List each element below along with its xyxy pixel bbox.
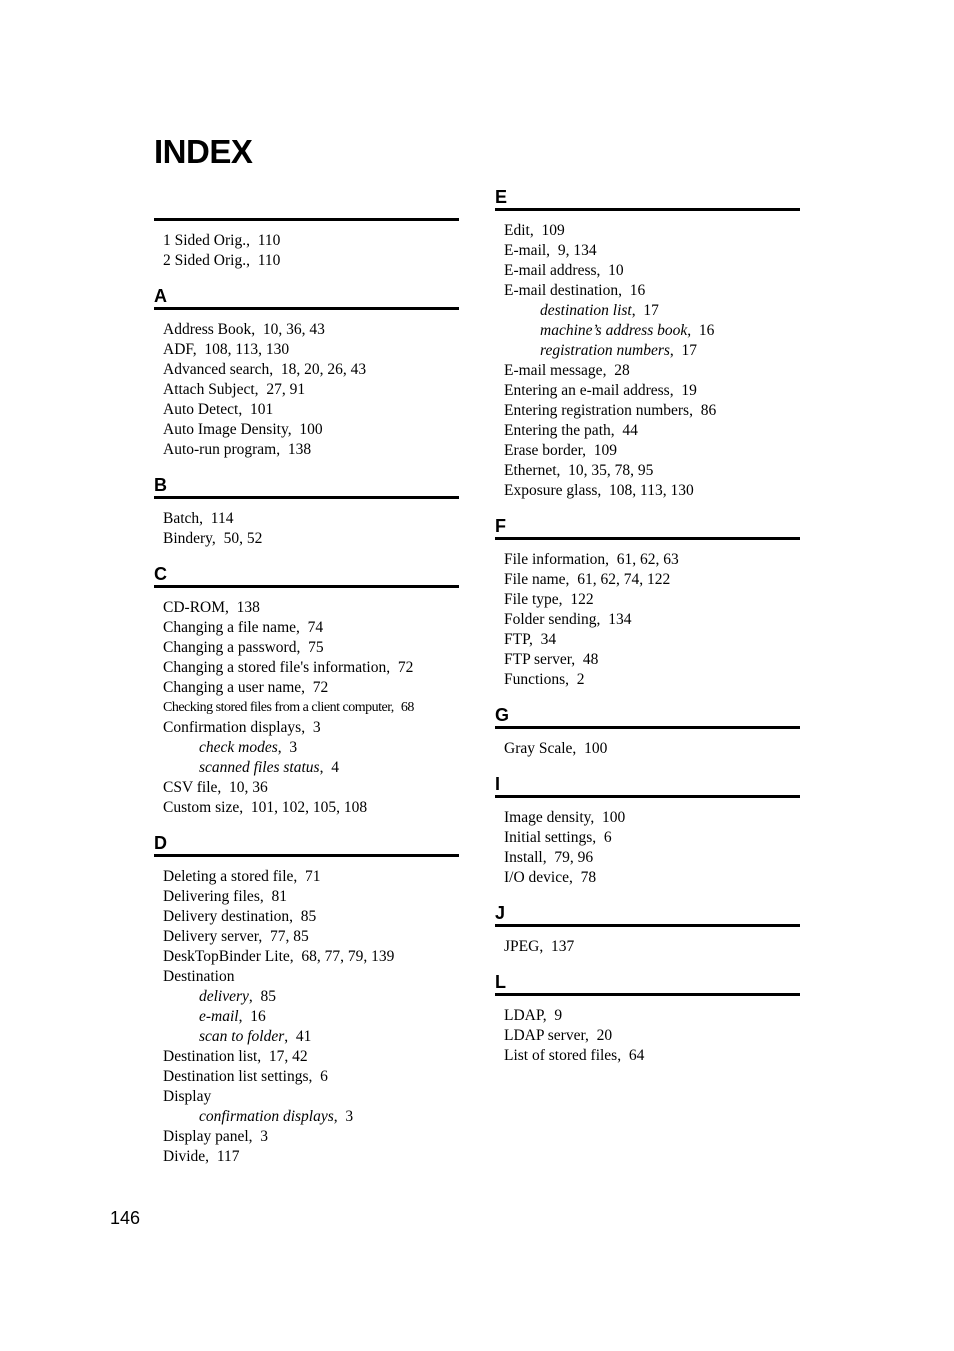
- entry-pages: 28: [614, 362, 630, 379]
- entry-separator: ,: [333, 1108, 338, 1125]
- entry-pages: 48: [582, 651, 599, 668]
- entry-pages: 9: [554, 1007, 563, 1024]
- index-entry: [163, 658, 459, 678]
- entry-pages: 68: [400, 700, 414, 715]
- index-subentry: [504, 301, 800, 321]
- entry-term: Auto Detect,: [163, 401, 243, 418]
- entry-pages: 6: [603, 829, 612, 846]
- entry-term: Image density,: [504, 809, 595, 826]
- entry-term: JPEG,: [504, 938, 544, 955]
- index-entry: [504, 381, 800, 401]
- index-entry: [163, 678, 459, 698]
- entry-list: [495, 729, 800, 759]
- entry-pages: 19: [681, 382, 697, 399]
- index-section: [154, 563, 459, 818]
- index-entry: [163, 360, 459, 380]
- index-entry: [163, 509, 459, 529]
- index-entry: [504, 650, 800, 670]
- entry-pages: 85: [300, 908, 317, 925]
- entry-pages: 3: [312, 719, 321, 736]
- entry-separator: ,: [319, 759, 324, 776]
- index-entry: [504, 441, 800, 461]
- entry-pages: 78: [580, 869, 597, 886]
- index-entry: [163, 1127, 459, 1147]
- entry-list: [495, 927, 800, 957]
- entry-term: Attach Subject,: [163, 381, 259, 398]
- section-letter: I: [495, 774, 501, 794]
- entry-term: Changing a user name,: [163, 679, 306, 696]
- entry-term: Destination list settings,: [163, 1068, 313, 1085]
- entry-pages: 71: [305, 868, 321, 885]
- entry-pages: 77, 85: [269, 928, 309, 945]
- section-letter: E: [495, 187, 508, 207]
- entry-pages: 27, 91: [266, 381, 306, 398]
- index-entry: [163, 798, 459, 818]
- entry-pages: 61, 62, 63: [616, 551, 679, 568]
- entry-separator: ,: [631, 302, 636, 319]
- entry-term: Custom size,: [163, 799, 244, 816]
- entry-list: [154, 221, 459, 271]
- entry-separator: ,: [238, 1008, 243, 1025]
- index-entry: [504, 241, 800, 261]
- entry-pages: 75: [308, 639, 324, 656]
- entry-term: Exposure glass,: [504, 482, 602, 499]
- entry-pages: 3: [260, 1128, 269, 1145]
- index-entry: [504, 550, 800, 570]
- entry-pages: 20: [596, 1027, 613, 1044]
- index-entry: [504, 848, 800, 868]
- entry-term: Bindery,: [163, 530, 216, 547]
- entry-term: Initial settings,: [504, 829, 597, 846]
- entry-pages: 100: [602, 809, 626, 826]
- index-entry: [163, 778, 459, 798]
- entry-pages: 50, 52: [223, 530, 263, 547]
- index-entry: [504, 481, 800, 501]
- entry-term: FTP server,: [504, 651, 576, 668]
- entry-term: CSV file,: [163, 779, 222, 796]
- entry-term: Folder sending,: [504, 611, 601, 628]
- entry-term: E-mail destination,: [504, 282, 622, 299]
- index-entry: [163, 618, 459, 638]
- index-entry: [504, 401, 800, 421]
- entry-term: CD-ROM,: [163, 599, 229, 616]
- entry-term: registration numbers: [540, 342, 670, 359]
- index-entry: [163, 1047, 459, 1067]
- entry-pages: 72: [397, 659, 414, 676]
- section-heading: [154, 832, 459, 854]
- index-section: [154, 474, 459, 549]
- entry-pages: 85: [260, 988, 277, 1005]
- entry-term: Display panel,: [163, 1128, 253, 1145]
- entry-pages: 17, 42: [268, 1048, 308, 1065]
- entry-term: Checking stored files from a client computer,: [163, 700, 394, 715]
- entry-pages: 100: [584, 740, 608, 757]
- entry-list: [495, 211, 800, 501]
- entry-pages: 109: [593, 442, 618, 459]
- entry-pages: 138: [287, 441, 312, 458]
- section-letter: A: [154, 286, 167, 306]
- entry-pages: 114: [210, 510, 234, 527]
- index-entry: [504, 670, 800, 690]
- entry-term: Changing a file name,: [163, 619, 300, 636]
- entry-term: Changing a stored file's information,: [163, 659, 391, 676]
- entry-term: File information,: [504, 551, 610, 568]
- entry-term: delivery: [199, 988, 249, 1005]
- section-letter: J: [495, 903, 506, 923]
- index-entry: [163, 698, 459, 718]
- index-entry: [163, 927, 459, 947]
- entry-pages: 17: [643, 302, 659, 319]
- index-section: [154, 196, 459, 271]
- index-entry: [504, 590, 800, 610]
- entry-pages: 44: [622, 422, 638, 439]
- section-heading: [495, 773, 800, 795]
- index-entry: [504, 570, 800, 590]
- index-entry: [504, 461, 800, 481]
- entry-pages: 81: [271, 888, 287, 905]
- entry-list: [495, 540, 800, 690]
- entry-separator: ,: [669, 342, 674, 359]
- entry-pages: 68, 77, 79, 139: [301, 948, 395, 965]
- entry-term: FTP,: [504, 631, 533, 648]
- entry-list: [495, 798, 800, 888]
- index-section: [495, 773, 800, 888]
- entry-term: Divide,: [163, 1148, 210, 1165]
- entry-pages: 109: [541, 222, 565, 239]
- entry-term: File type,: [504, 591, 563, 608]
- entry-pages: 72: [312, 679, 329, 696]
- entry-term: Entering an e-mail address,: [504, 382, 674, 399]
- index-entry: [163, 887, 459, 907]
- entry-term: Changing a password,: [163, 639, 301, 656]
- index-entry: [163, 947, 459, 967]
- entry-term: Deleting a stored file,: [163, 868, 298, 885]
- index-entry: [163, 907, 459, 927]
- index-subentry: [163, 758, 459, 778]
- entry-term: Delivering files,: [163, 888, 264, 905]
- index-entry: [163, 440, 459, 460]
- entry-term: Destination list,: [163, 1048, 262, 1065]
- entry-pages: 10: [608, 262, 624, 279]
- index-column-left: [154, 196, 459, 1167]
- entry-term: Advanced search,: [163, 361, 274, 378]
- entry-term: scan to folder: [199, 1028, 285, 1045]
- index-entry: [504, 828, 800, 848]
- entry-pages: 138: [236, 599, 260, 616]
- section-heading: [495, 971, 800, 993]
- index-entry: [163, 320, 459, 340]
- entry-term: LDAP server,: [504, 1027, 589, 1044]
- section-letter: D: [154, 833, 167, 853]
- index-entry: [163, 598, 459, 618]
- index-column-right: [495, 186, 800, 1066]
- index-entry: [504, 739, 800, 759]
- entry-term: 1 Sided Orig.,: [163, 232, 250, 249]
- index-entry: [163, 1087, 459, 1107]
- index-entry: [163, 251, 459, 271]
- page-title: INDEX: [154, 133, 253, 170]
- entry-separator: ,: [284, 1028, 289, 1045]
- index-section: [495, 902, 800, 957]
- entry-list: [154, 857, 459, 1167]
- entry-pages: 6: [320, 1068, 328, 1085]
- entry-term: E-mail,: [504, 242, 551, 259]
- entry-pages: 137: [550, 938, 575, 955]
- index-entry: [163, 867, 459, 887]
- entry-list: [154, 310, 459, 460]
- index-entry: [504, 281, 800, 301]
- entry-term: Auto-run program,: [163, 441, 281, 458]
- section-letter: B: [154, 475, 167, 495]
- entry-term: Gray Scale,: [504, 740, 577, 757]
- index-entry: [163, 967, 459, 987]
- index-entry: [504, 610, 800, 630]
- entry-term: Edit,: [504, 222, 534, 239]
- section-letter: L: [495, 972, 506, 992]
- entry-pages: 9, 134: [557, 242, 597, 259]
- index-section: [495, 971, 800, 1066]
- entry-term: E-mail address,: [504, 262, 601, 279]
- entry-pages: 17: [681, 342, 698, 359]
- index-entry: [504, 221, 800, 241]
- entry-pages: 101, 102, 105, 108: [250, 799, 368, 816]
- entry-pages: 117: [216, 1148, 240, 1165]
- entry-pages: 4: [331, 759, 339, 776]
- index-section: [495, 515, 800, 690]
- entry-separator: ,: [248, 988, 253, 1005]
- index-subentry: [163, 738, 459, 758]
- entry-pages: 18, 20, 26, 43: [280, 361, 367, 378]
- entry-pages: 110: [257, 232, 281, 249]
- entry-term: Install,: [504, 849, 547, 866]
- entry-term: Destination: [163, 968, 235, 985]
- index-entry: [504, 361, 800, 381]
- entry-pages: 122: [570, 591, 594, 608]
- entry-term: check modes: [199, 739, 278, 756]
- entry-pages: 100: [299, 421, 323, 438]
- entry-pages: 41: [295, 1028, 312, 1045]
- index-entry: [163, 1067, 459, 1087]
- entry-pages: 86: [700, 402, 717, 419]
- entry-term: Delivery destination,: [163, 908, 293, 925]
- index-entry: [504, 868, 800, 888]
- index-entry: [163, 400, 459, 420]
- index-section: [495, 186, 800, 501]
- entry-pages: 108, 113, 130: [609, 482, 694, 499]
- entry-term: machine’s address book: [540, 322, 688, 339]
- entry-term: scanned files status: [199, 759, 320, 776]
- section-heading: [154, 563, 459, 585]
- section-heading: [495, 186, 800, 208]
- entry-pages: 110: [257, 252, 281, 269]
- index-entry: [163, 380, 459, 400]
- entry-list: [154, 499, 459, 549]
- index-subentry: [163, 987, 459, 1007]
- index-subentry: [163, 1027, 459, 1047]
- section-heading: [495, 902, 800, 924]
- entry-term: Batch,: [163, 510, 204, 527]
- entry-pages: 64: [628, 1047, 645, 1064]
- entry-pages: 10, 36, 43: [262, 321, 325, 338]
- entry-pages: 134: [608, 611, 632, 628]
- entry-separator: ,: [277, 739, 282, 756]
- section-heading: [154, 196, 459, 218]
- index-entry: [163, 529, 459, 549]
- entry-term: Ethernet,: [504, 462, 561, 479]
- entry-pages: 34: [540, 631, 557, 648]
- section-heading: [154, 474, 459, 496]
- entry-term: Display: [163, 1088, 212, 1105]
- entry-term: Auto Image Density,: [163, 421, 292, 438]
- entry-term: DeskTopBinder Lite,: [163, 948, 294, 965]
- section-heading: [154, 285, 459, 307]
- index-entry: [504, 1026, 800, 1046]
- entry-pages: 10, 35, 78, 95: [568, 462, 654, 479]
- index-entry: [504, 630, 800, 650]
- entry-term: File name,: [504, 571, 570, 588]
- page-number: 146: [110, 1208, 141, 1228]
- entry-term: e-mail: [199, 1008, 239, 1025]
- entry-term: Erase border,: [504, 442, 587, 459]
- entry-term: Entering registration numbers,: [504, 402, 693, 419]
- index-section: [154, 832, 459, 1167]
- entry-term: List of stored files,: [504, 1047, 622, 1064]
- entry-term: I/O device,: [504, 869, 573, 886]
- entry-term: LDAP,: [504, 1007, 547, 1024]
- entry-term: confirmation displays: [199, 1108, 334, 1125]
- entry-pages: 101: [249, 401, 274, 418]
- index-entry: [504, 261, 800, 281]
- index-subentry: [163, 1007, 459, 1027]
- section-letter: C: [154, 564, 167, 584]
- entry-term: Entering the path,: [504, 422, 615, 439]
- entry-pages: 16: [250, 1008, 266, 1025]
- entry-term: Address Book,: [163, 321, 256, 338]
- entry-pages: 2: [576, 671, 585, 688]
- section-letter: G: [495, 705, 510, 725]
- index-subentry: [163, 1107, 459, 1127]
- entry-pages: 10, 36: [229, 779, 268, 796]
- index-entry: [163, 420, 459, 440]
- entry-pages: 61, 62, 74, 122: [577, 571, 671, 588]
- index-entry: [163, 718, 459, 738]
- index-entry: [163, 231, 459, 251]
- entry-term: Functions,: [504, 671, 570, 688]
- entry-pages: 3: [345, 1108, 354, 1125]
- entry-separator: ,: [687, 322, 692, 339]
- index-entry: [504, 421, 800, 441]
- index-section: [495, 704, 800, 759]
- index-section: [154, 285, 459, 460]
- index-entry: [504, 937, 800, 957]
- entry-list: [495, 996, 800, 1066]
- entry-pages: 108, 113, 130: [204, 341, 290, 358]
- entry-pages: 16: [698, 322, 715, 339]
- entry-list: [154, 588, 459, 818]
- index-entry: [163, 340, 459, 360]
- section-letter: F: [495, 516, 506, 536]
- index-subentry: [504, 321, 800, 341]
- entry-pages: 74: [307, 619, 324, 636]
- entry-term: Delivery server,: [163, 928, 263, 945]
- entry-pages: 16: [629, 282, 646, 299]
- entry-term: 2 Sided Orig.,: [163, 252, 250, 269]
- entry-term: ADF,: [163, 341, 197, 358]
- index-subentry: [504, 341, 800, 361]
- section-heading: [495, 515, 800, 537]
- entry-pages: 79, 96: [554, 849, 594, 866]
- index-entry: [504, 1046, 800, 1066]
- entry-pages: 3: [289, 739, 298, 756]
- entry-term: destination list: [540, 302, 632, 319]
- index-entry: [163, 638, 459, 658]
- index-entry: [163, 1147, 459, 1167]
- index-entry: [504, 808, 800, 828]
- index-entry: [504, 1006, 800, 1026]
- entry-term: E-mail message,: [504, 362, 607, 379]
- section-heading: [495, 704, 800, 726]
- entry-term: Confirmation displays,: [163, 719, 306, 736]
